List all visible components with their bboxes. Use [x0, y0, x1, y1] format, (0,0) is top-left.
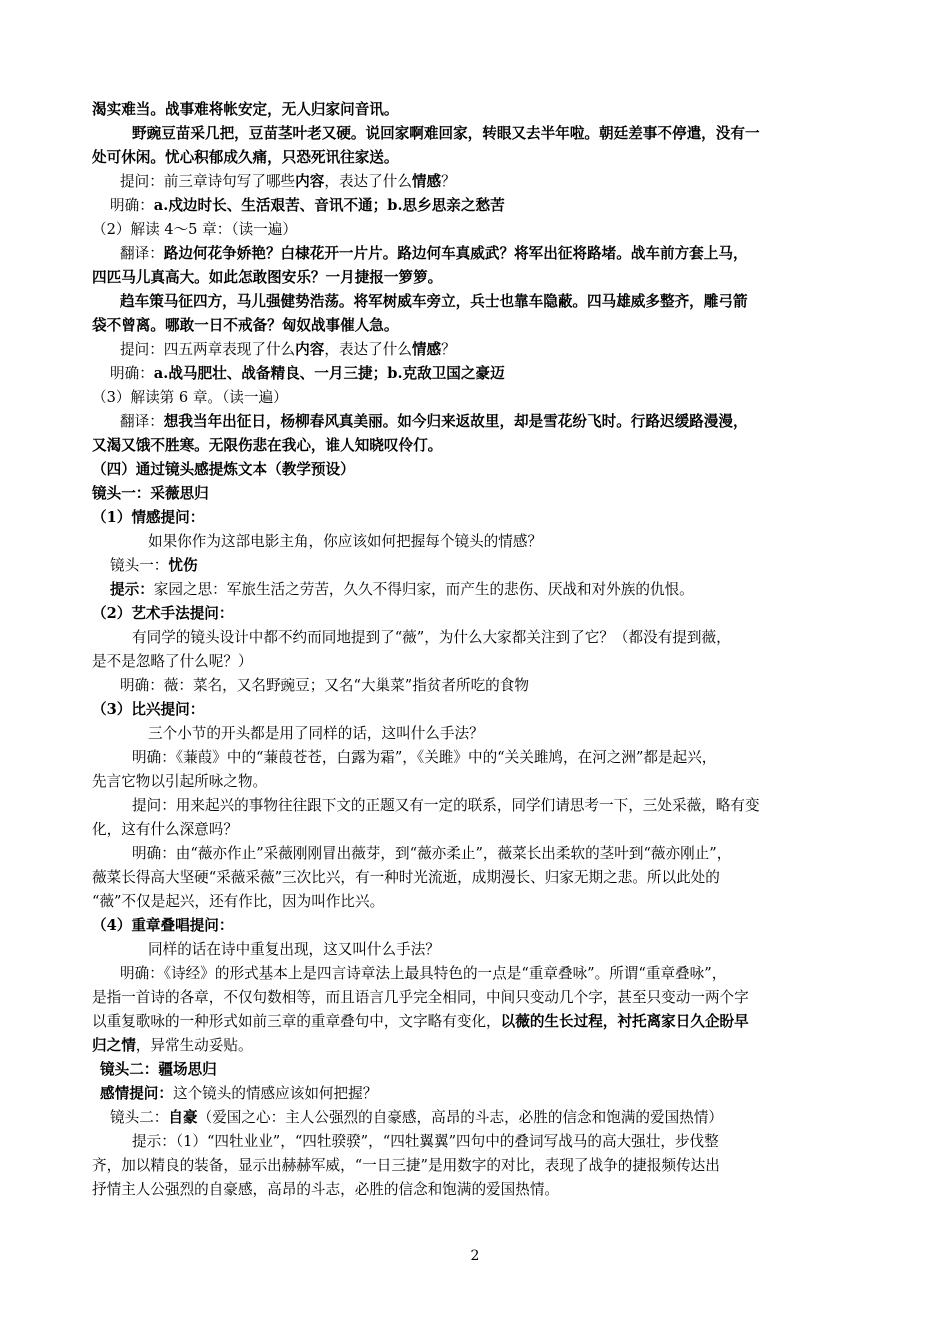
text-run: 三个小节的开头都是用了同样的话，这叫什么手法？ [148, 725, 484, 742]
text-line [92, 314, 862, 338]
text-line [92, 1010, 862, 1034]
text-run: 翻译： [120, 413, 164, 430]
text-run: 镜头一： [110, 557, 169, 574]
text-line [92, 986, 862, 1010]
text-line [92, 674, 862, 698]
text-run: 渴实难当。战事难将帐安定，无人归家问音讯。 [92, 101, 399, 118]
text-run: 处可休闲。忧心积郁成久痛，只恐死讯往家送。 [92, 149, 399, 166]
text-run: a.战马肥壮、战备精良、一月三捷；b.克敌卫国之豪迈 [153, 365, 505, 382]
text-run: ？ [441, 173, 456, 190]
text-line [92, 482, 862, 506]
text-run: 是指一首诗的各章，不仅句数相等，而且语言几乎完全相同，中间只变动几个字，甚至只变动一两个字 [92, 989, 749, 1006]
text-line [92, 530, 862, 554]
text-line [92, 170, 862, 194]
text-run: 趋车策马征四方，马儿强健势浩荡。将军树威车旁立，兵士也靠车隐蔽。四马雄威多整齐，雕弓箭 [120, 293, 748, 310]
text-run: 明确： [110, 365, 154, 382]
text-line [92, 914, 862, 938]
text-run: ，表达了什么 [324, 173, 412, 190]
text-line [92, 242, 862, 266]
text-run: 明确：薇：菜名，又名野豌豆；又名“大巢菜”指贫者所吃的食物 [120, 677, 529, 694]
text-line [92, 386, 862, 410]
text-run: 明确： [110, 197, 154, 214]
text-line [92, 770, 862, 794]
text-run: 提问：四五两章表现了什么 [120, 341, 296, 358]
text-run: 提问：前三章诗句写了哪些 [120, 173, 296, 190]
text-run: 齐，加以精良的装备，显示出赫赫军威，“一日三捷”是用数字的对比，表现了战争的捷报频传达出 [92, 1157, 720, 1174]
document-body [92, 98, 862, 1202]
text-line [92, 818, 862, 842]
text-line [92, 506, 862, 530]
text-line [92, 1058, 862, 1082]
text-line [92, 218, 862, 242]
text-run: 这个镜头的情感应该如何把握？ [172, 1085, 378, 1102]
text-run: 四匹马儿真高大。如此怎敢图安乐？一月捷报一箩箩。 [92, 269, 443, 286]
text-run: 化，这有什么深意吗？ [92, 821, 238, 838]
text-run: 野豌豆苗采几把，豆苗茎叶老又硬。说回家啊难回家，转眼又去半年啦。朝廷差事不停遣，没有一 [132, 125, 760, 142]
text-run: 想我当年出征日，杨柳春风真美丽。如今归来返故里，却是雪花纷飞时。行路迟缓路漫漫， [163, 413, 748, 430]
text-line [92, 458, 862, 482]
text-line [92, 1082, 862, 1106]
text-line [92, 362, 862, 386]
text-line [92, 338, 862, 362]
text-run: 先言它物以引起所咏之物。 [92, 773, 268, 790]
text-line [92, 146, 862, 170]
text-line [92, 794, 862, 818]
text-line [92, 554, 862, 578]
text-line [92, 890, 862, 914]
text-line [92, 962, 862, 986]
text-line [92, 1034, 862, 1058]
text-line [92, 290, 862, 314]
text-line [92, 122, 862, 146]
text-line [92, 578, 862, 602]
text-line [92, 266, 862, 290]
text-line [92, 698, 862, 722]
text-line [92, 1130, 862, 1154]
text-run: 内容 [295, 173, 325, 190]
text-line [92, 410, 862, 434]
text-line [92, 866, 862, 890]
text-run: （爱国之心：主人公强烈的自豪感，高昂的斗志，必胜的信念和饱满的爱国热情） [197, 1109, 723, 1126]
text-run: 以重复歌咏的一种形式如前三章的重章叠句中，文字略有变化， [92, 1013, 501, 1030]
text-run: 忧伤 [168, 557, 198, 574]
text-run: 有同学的镜头设计中都不约而同地提到了“薇”，为什么大家都关注到了它？（都没有提到薇， [132, 629, 731, 646]
text-run: 明确：《蒹葭》中的“蒹葭苍苍，白露为霜”，《关雎》中的“关关雎鸠，在河之洲”都是起兴， [132, 749, 717, 766]
text-run: 归之情 [92, 1037, 136, 1054]
text-run: 翻译： [120, 245, 164, 262]
text-line [92, 650, 862, 674]
text-run: 明确：《诗经》的形式基本上是四言诗章法上最具特色的一点是“重章叠咏”。所谓“重章叠咏”， [120, 965, 727, 982]
text-run: ？ [441, 341, 456, 358]
text-line [92, 1154, 862, 1178]
text-line [92, 602, 862, 626]
text-line [92, 938, 862, 962]
text-run: 镜头二：疆场思归 [100, 1061, 217, 1078]
text-run: 明确：由“薇亦作止”采薇刚刚冒出薇芽，到“薇亦柔止”，薇菜长出柔软的茎叶到“薇亦刚止”， [132, 845, 732, 862]
text-line [92, 98, 862, 122]
text-run: （4）重章叠唱提问： [92, 917, 234, 934]
text-line [92, 434, 862, 458]
text-run: 镜头二： [110, 1109, 169, 1126]
text-run: （2）艺术手法提问： [92, 605, 234, 622]
text-line [92, 842, 862, 866]
text-run: 提示：（1）“四牡业业”，“四牡骙骙”，“四牡翼翼”四句中的叠词写战马的高大强壮，步伐整 [132, 1133, 719, 1150]
text-run: （四）通过镜头感提炼文本（教学预设） [92, 461, 355, 478]
text-run: ，表达了什么 [324, 341, 412, 358]
text-line [92, 746, 862, 770]
text-line [92, 194, 862, 218]
text-run: 又渴又饿不胜寒。无限伤悲在我心，谁人知晓叹伶仃。 [92, 437, 443, 454]
text-run: 自豪 [168, 1109, 198, 1126]
text-run: 情感 [411, 173, 442, 190]
text-line [92, 722, 862, 746]
text-run: ，异常生动妥贴。 [135, 1037, 253, 1054]
text-run: 薇菜长得高大坚硬“采薇采薇”三次比兴，有一种时光流逝，成期漫长、归家无期之悲。所以此处的 [92, 869, 720, 886]
text-run: 以薇的生长过程，衬托离家日久企盼早 [500, 1013, 749, 1030]
text-run: （3）解读第 6 章。（读一遍） [92, 389, 288, 406]
text-run: 镜头一：采薇思归 [92, 485, 209, 502]
text-run: 提示： [110, 581, 154, 598]
text-run: “薇”不仅是起兴，还有作比，因为叫作比兴。 [92, 893, 385, 910]
text-line [92, 1178, 862, 1202]
text-run: 内容 [295, 341, 325, 358]
text-run: 袋不曾离。哪敢一日不戒备？匈奴战事催人急。 [92, 317, 399, 334]
text-run: 家园之思：军旅生活之劳苦，久久不得归家，而产生的悲伤、厌战和对外族的仇恨。 [153, 581, 694, 598]
text-run: 感情提问： [100, 1085, 173, 1102]
text-line [92, 1106, 862, 1130]
text-run: 如果你作为这部电影主角，你应该如何把握每个镜头的情感？ [148, 533, 543, 550]
text-run: a.戍边时长、生活艰苦、音讯不通；b.思乡思亲之愁苦 [153, 197, 505, 214]
text-run: （1）情感提问： [92, 509, 205, 526]
text-run: （3）比兴提问： [92, 701, 205, 718]
text-line [92, 626, 862, 650]
text-run: 抒情主人公强烈的自豪感，高昂的斗志，必胜的信念和饱满的爱国热情。 [92, 1181, 560, 1198]
text-run: 同样的话在诗中重复出现，这又叫什么手法？ [148, 941, 440, 958]
text-run: 路边何花争娇艳？白棣花开一片片。路边何车真威武？将军出征将路堵。战车前方套上马， [163, 245, 748, 262]
page-number: 2 [470, 1248, 480, 1264]
text-run: 提问：用来起兴的事物往往跟下文的正题又有一定的联系，同学们请思考一下，三处采薇，略有变 [132, 797, 760, 814]
text-run: 是不是忽略了什么呢？） [92, 653, 253, 670]
text-run: （2）解读 4～5 章：（读一遍） [92, 221, 297, 238]
text-run: 情感 [411, 341, 442, 358]
